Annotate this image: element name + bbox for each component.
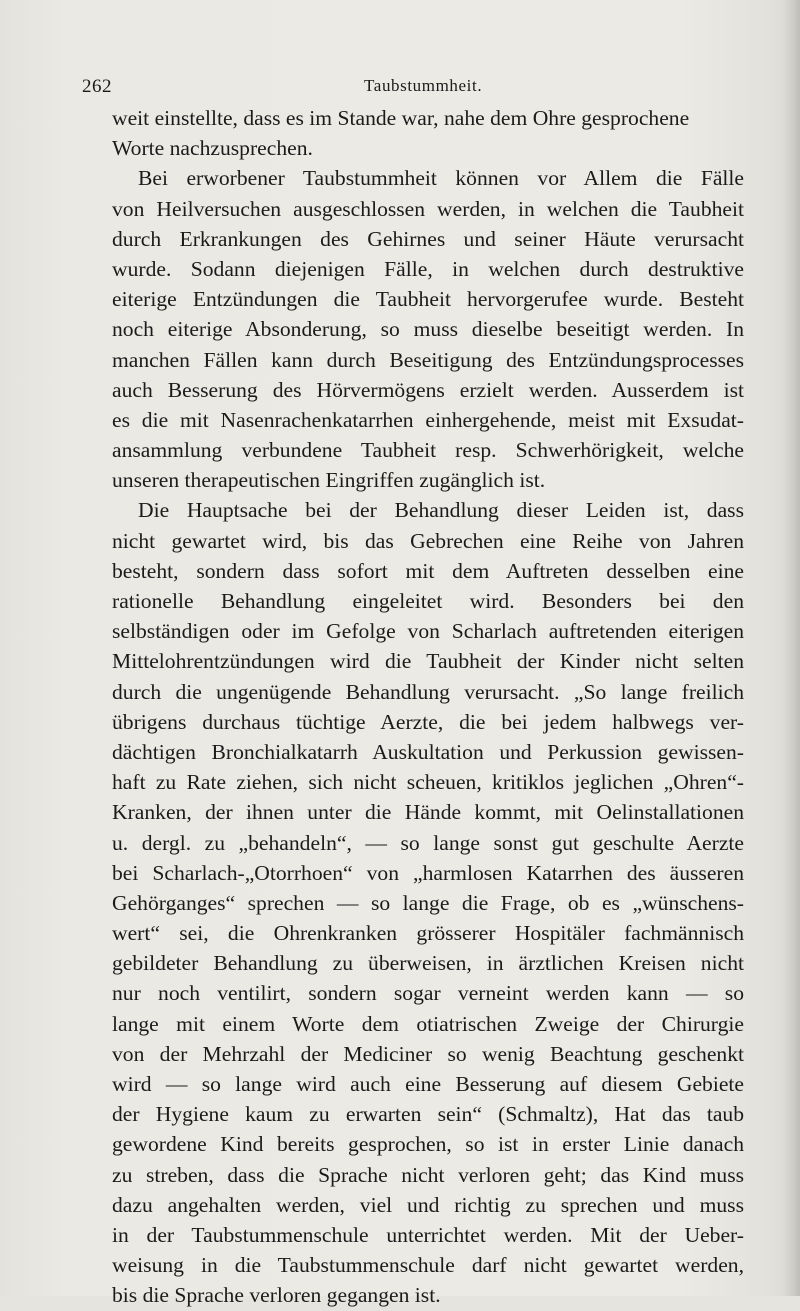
text-line: der Hygiene kaum zu erwarten sein“ (Schmaltz), Hat das taub bbox=[112, 1102, 744, 1127]
running-title: Taubstummheit. bbox=[364, 76, 483, 95]
text-line: von Heilversuchen ausgeschlossen werden, in welchen die Taubheit bbox=[112, 196, 744, 221]
text-line: selbständigen oder im Gefolge von Scharlach auftretenden eiterigen bbox=[112, 619, 744, 644]
text-line: dächtigen Bronchialkatarrh Auskultation und Perkussion gewissen- bbox=[112, 739, 744, 764]
text-line: auch Besserung des Hörvermögens erzielt werden. Ausserdem ist bbox=[112, 377, 744, 402]
text-line: gewordene Kind bereits gesprochen, so ist in erster Linie danach bbox=[112, 1132, 744, 1157]
text-line: wert“ sei, die Ohrenkranken grösserer Hospitäler fachmännisch bbox=[112, 921, 744, 946]
text-line: bei Scharlach-„Otorrhoen“ von „harmlosen Katarrhen des äusseren bbox=[112, 860, 744, 885]
text-line: dazu angehalten werden, viel und richtig zu sprechen und muss bbox=[112, 1192, 744, 1217]
text-line: übrigens durchaus tüchtige Aerzte, die bei jedem halbwegs ver- bbox=[112, 709, 744, 734]
text-line: Mittelohrentzündungen wird die Taubheit der Kinder nicht selten bbox=[112, 649, 744, 674]
text-line: u. dergl. zu „behandeln“, — so lange sonst gut geschulte Aerzte bbox=[112, 830, 744, 855]
text-line: nur noch ventilirt, sondern sogar verneint werden kann — so bbox=[112, 981, 744, 1006]
text-line: wurde. Sodann diejenigen Fälle, in welchen durch destruktive bbox=[112, 256, 744, 281]
paragraph-first-line: Bei erworbener Taubstummheit können vor Allem die Fälle bbox=[138, 166, 744, 191]
text-line: manchen Fällen kann durch Beseitigung des Entzündungsprocesses bbox=[112, 347, 744, 372]
body-text bbox=[112, 103, 744, 1311]
text-line: unseren therapeutischen Eingriffen zugänglich ist. bbox=[112, 468, 546, 493]
text-line: lange mit einem Worte dem otiatrischen Zweige der Chirurgie bbox=[112, 1011, 744, 1036]
text-line: weit einstellte, dass es im Stande war, nahe dem Ohre gesprochene bbox=[112, 106, 690, 130]
paragraph-first-line: Die Hauptsache bei der Behandlung dieser Leiden ist, dass bbox=[138, 498, 744, 523]
text-line: noch eiterige Absonderung, so muss dieselbe beseitigt werden. In bbox=[112, 317, 744, 342]
page-number: 262 bbox=[82, 76, 112, 97]
text-line: in der Taubstummenschule unterrichtet werden. Mit der Ueber- bbox=[112, 1222, 744, 1247]
text-line: wird — so lange wird auch eine Besserung auf diesem Gebiete bbox=[112, 1072, 744, 1096]
text-line: durch die ungenügende Behandlung verursacht. „So lange freilich bbox=[112, 679, 744, 704]
text-line: Gehörganges“ sprechen — so lange die Frage, ob es „wünschens- bbox=[112, 890, 744, 915]
running-head bbox=[82, 76, 722, 104]
text-line: nicht gewartet wird, bis das Gebrechen eine Reihe von Jahren bbox=[112, 528, 744, 553]
text-line: weisung in die Taubstummenschule darf nicht gewartet werden, bbox=[112, 1253, 744, 1278]
text-line: eiterige Entzündungen die Taubheit hervorgerufee wurde. Besteht bbox=[112, 287, 744, 312]
text-line: besteht, sondern dass sofort mit dem Auftreten desselben eine bbox=[112, 558, 744, 583]
text-line: bis die Sprache verloren gegangen ist. bbox=[112, 1283, 441, 1308]
text-line: Kranken, der ihnen unter die Hände kommt, mit Oelinstallationen bbox=[112, 800, 744, 825]
text-line: gebildeter Behandlung zu überweisen, in ärztlichen Kreisen nicht bbox=[112, 951, 744, 976]
text-line: es die mit Nasenrachenkatarrhen einhergehende, meist mit Exsudat- bbox=[112, 407, 744, 432]
text-line: von der Mehrzahl der Mediciner so wenig Beachtung geschenkt bbox=[112, 1041, 744, 1066]
text-line: rationelle Behandlung eingeleitet wird. Besonders bei den bbox=[112, 589, 744, 613]
text-line: haft zu Rate ziehen, sich nicht scheuen, kritiklos jeglichen „Ohren“- bbox=[112, 770, 744, 795]
text-line: Worte nachzusprechen. bbox=[112, 136, 313, 161]
text-line: zu streben, dass die Sprache nicht verloren geht; das Kind muss bbox=[112, 1162, 744, 1187]
page-edge-shadow bbox=[782, 0, 800, 1296]
text-line: ansammlung verbundene Taubheit resp. Schwerhörigkeit, welche bbox=[112, 438, 744, 463]
text-line: durch Erkrankungen des Gehirnes und seiner Häute verursacht bbox=[112, 226, 744, 251]
